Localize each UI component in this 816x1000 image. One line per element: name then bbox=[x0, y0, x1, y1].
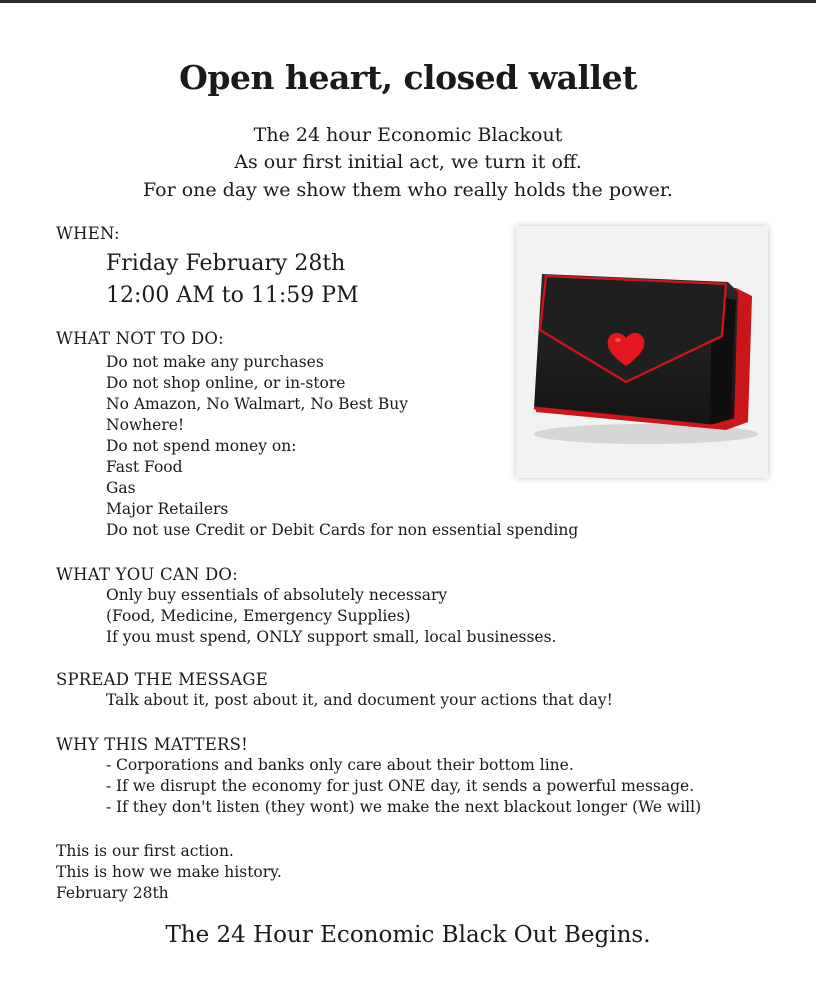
subtitle-line-1: The 24 hour Economic Blackout bbox=[253, 124, 563, 146]
what-can-heading: WHAT YOU CAN DO: bbox=[56, 565, 238, 584]
when-heading: WHEN: bbox=[56, 224, 120, 243]
list-item: Major Retailers bbox=[106, 500, 229, 518]
subtitle-line-3: For one day we show them who really holds the power. bbox=[143, 179, 673, 201]
list-item bbox=[106, 756, 574, 774]
subtitle-line-2: As our first initial act, we turn it off. bbox=[234, 151, 582, 173]
list-item-text: If we disrupt the economy for just ONE day, it sends a powerful message. bbox=[116, 777, 695, 795]
what-not-heading: WHAT NOT TO DO: bbox=[56, 329, 224, 348]
list-item-text: Corporations and banks only care about their bottom line. bbox=[116, 756, 574, 774]
list-item bbox=[106, 798, 701, 816]
spread-text: Talk about it, post about it, and document your actions that day! bbox=[106, 691, 613, 709]
list-item: Only buy essentials of absolutely necessary bbox=[106, 586, 448, 604]
closing-line-1: This is our first action. bbox=[56, 842, 234, 860]
list-item: (Food, Medicine, Emergency Supplies) bbox=[106, 607, 411, 625]
list-item-text: If they don't listen (they wont) we make the next blackout longer (We will) bbox=[116, 798, 702, 816]
list-item: Gas bbox=[106, 479, 136, 497]
top-border bbox=[0, 0, 816, 3]
list-item bbox=[106, 777, 694, 795]
why-heading: WHY THIS MATTERS! bbox=[56, 735, 248, 754]
event-date: Friday February 28th bbox=[106, 251, 346, 276]
bullet-dash: - bbox=[106, 798, 112, 816]
wallet-with-heart-icon bbox=[516, 226, 768, 478]
event-time: 12:00 AM to 11:59 PM bbox=[106, 283, 359, 308]
wallet-photo bbox=[516, 226, 768, 478]
list-item: If you must spend, ONLY support small, local businesses. bbox=[106, 628, 557, 646]
bullet-dash: - bbox=[106, 777, 112, 795]
list-item: Do not shop online, or in-store bbox=[106, 374, 346, 392]
list-item: Do not use Credit or Debit Cards for non essential spending bbox=[106, 521, 579, 539]
list-item: No Amazon, No Walmart, No Best Buy bbox=[106, 395, 408, 413]
list-item: Fast Food bbox=[106, 458, 183, 476]
closing-line-3: February 28th bbox=[56, 884, 169, 902]
footer-tagline: The 24 Hour Economic Black Out Begins. bbox=[165, 922, 651, 948]
closing-line-2: This is how we make history. bbox=[56, 863, 282, 881]
list-item: Do not make any purchases bbox=[106, 353, 324, 371]
list-item: Do not spend money on: bbox=[106, 437, 297, 455]
bullet-dash: - bbox=[106, 756, 112, 774]
page-title: Open heart, closed wallet bbox=[179, 58, 637, 97]
list-item: Nowhere! bbox=[106, 416, 185, 434]
heart-highlight bbox=[615, 338, 621, 342]
spread-heading: SPREAD THE MESSAGE bbox=[56, 670, 268, 689]
